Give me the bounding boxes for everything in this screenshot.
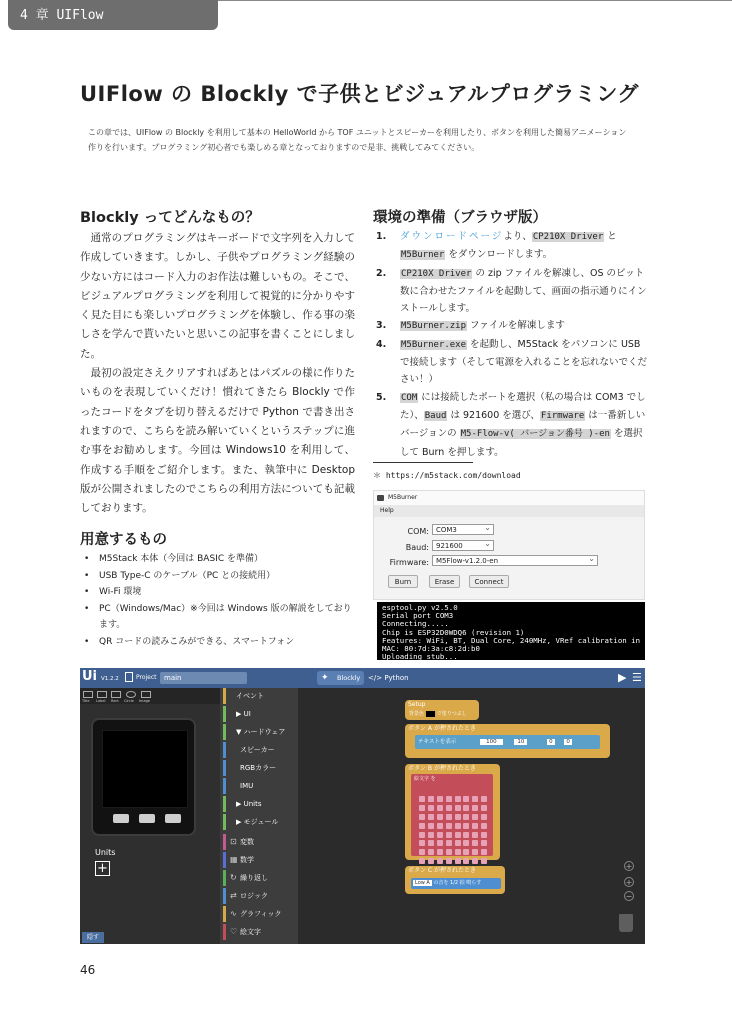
console-line: Chip is ESP32D0WDQ6 (revision 1) bbox=[382, 627, 525, 637]
emoji-dot[interactable] bbox=[455, 832, 461, 838]
emoji-dot[interactable] bbox=[455, 823, 461, 829]
emoji-dot[interactable] bbox=[455, 858, 461, 864]
block-label: ボタン C が押されたとき bbox=[408, 867, 477, 874]
add-unit-button[interactable]: + bbox=[95, 861, 110, 876]
menu-icon[interactable]: ☰ bbox=[632, 671, 642, 684]
show-text-block[interactable] bbox=[415, 735, 600, 749]
logic-icon: ⇄ bbox=[230, 891, 237, 900]
color-swatch[interactable] bbox=[426, 711, 436, 717]
paragraph: 最初の設定さえクリアすればあとはパズルの様に作りたいものを表現していくだけ！慣れてきたら Blockly で作ったコードをタブを切り替えるだけで Python で書き出されますので、こちらを読み解いていくというステップに進む事をお勧めします。今回は Windows10 を利用して、作成する手順をご紹介します。また、執筆中に Desktop 版が公開されましたのでこちらの利用方法についても記載しております。 bbox=[80, 367, 355, 515]
emoji-dot[interactable] bbox=[481, 796, 487, 802]
chapter-tab: 4 章 UIFlow bbox=[8, 0, 218, 30]
step-text: ファイルを解凍します bbox=[467, 320, 565, 332]
section-heading-blockly: Blockly ってどんなもの？ bbox=[80, 210, 260, 226]
step-number: 5. bbox=[376, 391, 387, 403]
block-label: Setup bbox=[408, 701, 426, 708]
emoji-dot[interactable] bbox=[481, 805, 487, 811]
label-tool-icon[interactable] bbox=[97, 691, 107, 698]
palette-label: 絵文字 bbox=[240, 928, 261, 936]
setup-steps bbox=[373, 228, 648, 461]
step-text: は 921600 を選び、 bbox=[447, 409, 540, 421]
emoji-dot[interactable] bbox=[437, 832, 443, 838]
tool-label: Label bbox=[96, 699, 106, 703]
emoji-dot[interactable] bbox=[428, 823, 434, 829]
emoji-dot[interactable] bbox=[428, 840, 434, 846]
emoji-dot[interactable] bbox=[472, 823, 478, 829]
step-item bbox=[373, 265, 648, 318]
emoji-block[interactable] bbox=[411, 774, 493, 856]
emoji-dot[interactable] bbox=[437, 823, 443, 829]
emoji-dot-grid[interactable] bbox=[419, 796, 489, 866]
emoji-dot[interactable] bbox=[419, 796, 425, 802]
block-label: 背景色 bbox=[409, 711, 425, 717]
palette-label: 数学 bbox=[240, 856, 254, 864]
emoji-dot[interactable] bbox=[463, 858, 469, 864]
block-label: ボタン A が押されたとき bbox=[408, 725, 476, 732]
console-output bbox=[377, 602, 667, 662]
project-file-icon bbox=[125, 672, 133, 682]
palette-item-imu[interactable]: IMU bbox=[223, 778, 297, 794]
list-item: • USB Type-C のケーブル（PC との接続用） bbox=[80, 568, 360, 585]
emoji-dot[interactable] bbox=[481, 840, 487, 846]
uiflow-screenshot bbox=[80, 668, 645, 944]
m5burner-titlebar: M5Burner bbox=[374, 491, 644, 505]
footnote: ＊ https://m5stack.com/download bbox=[373, 471, 521, 480]
emoji-dot[interactable] bbox=[446, 805, 452, 811]
emoji-dot[interactable] bbox=[446, 823, 452, 829]
emoji-dot[interactable] bbox=[481, 849, 487, 855]
block-label: の音を 1/2 拍 鳴らす bbox=[433, 880, 482, 886]
emoji-dot[interactable] bbox=[419, 858, 425, 864]
value-field[interactable]: 10 bbox=[514, 739, 527, 745]
console-line: Serial port COM3 bbox=[382, 611, 454, 621]
units-label: Units bbox=[95, 848, 116, 857]
emoji-dot[interactable] bbox=[428, 849, 434, 855]
emoji-dot[interactable] bbox=[481, 823, 487, 829]
step-text: をダウンロードします。 bbox=[445, 249, 553, 261]
emoji-dot[interactable] bbox=[446, 858, 452, 864]
emoji-dot[interactable] bbox=[463, 823, 469, 829]
code-term: Firmware bbox=[540, 410, 585, 421]
emoji-dot[interactable] bbox=[481, 832, 487, 838]
palette-item-event[interactable]: イベント bbox=[223, 688, 297, 704]
emoji-dot[interactable] bbox=[446, 849, 452, 855]
palette-item-math[interactable] bbox=[223, 852, 297, 868]
console-line: Connecting..... bbox=[382, 619, 449, 629]
emoji-dot[interactable] bbox=[455, 805, 461, 811]
code-term: M5Burner.exe bbox=[401, 339, 467, 350]
emoji-dot[interactable] bbox=[437, 805, 443, 811]
com-select[interactable]: COM3 ⌄ bbox=[432, 524, 494, 535]
image-tool-icon[interactable] bbox=[141, 691, 151, 698]
emoji-dot[interactable] bbox=[472, 858, 478, 864]
button-c-event-block[interactable] bbox=[405, 866, 505, 894]
step-number: 1. bbox=[376, 231, 387, 242]
emoji-dot[interactable] bbox=[437, 849, 443, 855]
burn-button[interactable]: Burn bbox=[388, 575, 418, 588]
emoji-dot[interactable] bbox=[472, 796, 478, 802]
palette-label: ロジック bbox=[240, 892, 268, 900]
step-text: より、 bbox=[503, 231, 532, 242]
step-text: には接続したポートを選択（私の場合は COM3 でした）、 bbox=[400, 391, 646, 421]
step-number: 2. bbox=[376, 267, 387, 279]
device-button-c bbox=[165, 814, 181, 823]
emoji-dot[interactable] bbox=[463, 832, 469, 838]
block-label: テキストを表示 bbox=[418, 739, 457, 745]
list-item: • Wi-Fi 環境 bbox=[80, 584, 360, 601]
run-icon[interactable]: ▶ bbox=[618, 671, 627, 684]
emoji-dot[interactable] bbox=[446, 796, 452, 802]
emoji-dot[interactable] bbox=[472, 814, 478, 820]
code-term: CP210X Driver bbox=[532, 232, 604, 242]
step-item bbox=[373, 317, 648, 335]
rect-tool-icon[interactable] bbox=[111, 691, 121, 698]
blockly-workspace[interactable] bbox=[298, 688, 645, 944]
connect-button[interactable]: Connect bbox=[469, 575, 509, 588]
play-tone-block[interactable] bbox=[411, 878, 501, 889]
section-heading-needs: 用意するもの bbox=[80, 532, 167, 548]
puzzle-icon: ✦ bbox=[321, 673, 329, 683]
uiflow-logo: Ui bbox=[82, 669, 98, 684]
tool-label: Image bbox=[139, 699, 150, 703]
m5stack-device-preview bbox=[91, 718, 196, 836]
palette-item-hardware[interactable]: ▼ ハードウェア bbox=[223, 724, 297, 740]
palette-item-emoji[interactable] bbox=[223, 924, 297, 940]
list-item: • QR コードの読みこみができる、スマートフォン bbox=[80, 634, 360, 651]
step-item bbox=[373, 389, 648, 461]
emoji-dot[interactable] bbox=[481, 858, 487, 864]
emoji-dot[interactable] bbox=[463, 849, 469, 855]
step-text: と bbox=[604, 231, 617, 242]
palette-item-rgb[interactable]: RGBカラー bbox=[223, 760, 297, 776]
value-field[interactable]: 0 bbox=[566, 739, 570, 745]
device-button-a bbox=[113, 814, 129, 823]
emoji-dot[interactable] bbox=[437, 858, 443, 864]
zoom-out-icon[interactable]: − bbox=[625, 892, 633, 901]
emoji-dot[interactable] bbox=[446, 814, 452, 820]
section-heading-setup: 環境の準備（ブラウザ版） bbox=[373, 210, 547, 226]
emoji-dot[interactable] bbox=[446, 832, 452, 838]
emoji-dot[interactable] bbox=[437, 840, 443, 846]
emoji-dot[interactable] bbox=[437, 796, 443, 802]
setup-block[interactable] bbox=[405, 700, 479, 720]
code-term: COM bbox=[401, 392, 418, 403]
intro-line: この章では、UIFlow の Blockly を利用して基本の HelloWorld から TOF ユニットとスピーカーを利用したり、ボタンを利用した簡易アニメーション bbox=[88, 128, 627, 137]
code-term: M5Burner bbox=[401, 250, 445, 261]
emoji-dot[interactable] bbox=[419, 832, 425, 838]
console-line: MAC: 80:7d:3a:c8:2d:b0 bbox=[382, 644, 480, 654]
palette-item-speaker[interactable]: スピーカー bbox=[223, 742, 297, 758]
block-palette bbox=[220, 688, 298, 944]
console-line: esptool.py v2.5.0 bbox=[382, 603, 458, 612]
tool-label: Circle bbox=[124, 699, 134, 703]
emoji-dot[interactable] bbox=[419, 840, 425, 846]
step-item bbox=[373, 336, 648, 389]
erase-button[interactable]: Erase bbox=[429, 575, 460, 588]
trash-icon[interactable] bbox=[619, 914, 633, 932]
emoji-dot[interactable] bbox=[463, 814, 469, 820]
code-term: M5-Flow-v( バージョン番号 )-en bbox=[460, 429, 610, 440]
palette-item-ui[interactable]: ▶ UI bbox=[223, 706, 297, 722]
tool-label: Title bbox=[82, 699, 90, 703]
emoji-dot[interactable] bbox=[428, 814, 434, 820]
emoji-dot[interactable] bbox=[428, 858, 434, 864]
baud-label: Baud: bbox=[405, 543, 429, 552]
uiflow-version: V1.2.2 bbox=[101, 676, 119, 682]
emoji-dot[interactable] bbox=[463, 805, 469, 811]
emoji-dot[interactable] bbox=[428, 805, 434, 811]
emoji-icon: ♡ bbox=[230, 927, 238, 936]
circle-tool-icon[interactable] bbox=[126, 691, 136, 698]
graphic-icon: ∿ bbox=[230, 909, 237, 918]
footnote-rule bbox=[373, 462, 473, 463]
button-b-event-block[interactable] bbox=[405, 764, 500, 860]
value-field[interactable]: 100 bbox=[480, 739, 503, 745]
variable-icon: ⊡ bbox=[230, 837, 237, 846]
console-line: Uploading stub... bbox=[382, 652, 458, 662]
palette-label: グラフィック bbox=[240, 910, 282, 918]
list-item: • M5Stack 本体（今回は BASIC を準備） bbox=[80, 551, 360, 568]
tab-blockly[interactable]: Blockly bbox=[317, 671, 364, 685]
palette-item-graphic[interactable] bbox=[223, 906, 297, 922]
emoji-dot[interactable] bbox=[472, 849, 478, 855]
needs-list bbox=[80, 551, 360, 650]
page-title: UIFlow の Blockly で子供とビジュアルプログラミング bbox=[80, 82, 639, 106]
bg-color-block[interactable] bbox=[409, 710, 467, 717]
block-label: で塗りつぶし bbox=[436, 711, 467, 717]
intro-text bbox=[88, 125, 648, 155]
palette-label: 繰り返し bbox=[240, 874, 268, 882]
m5burner-app-icon bbox=[377, 495, 384, 501]
com-label: COM: bbox=[407, 527, 429, 536]
palette-item-module[interactable]: ▶ モジュール bbox=[223, 814, 297, 830]
hide-button[interactable]: 隠す bbox=[82, 932, 104, 943]
emoji-dot[interactable] bbox=[463, 840, 469, 846]
device-button-b bbox=[139, 814, 155, 823]
value-field[interactable]: 0 bbox=[549, 739, 553, 745]
step-text: を起動し、M5Stack をパソコンに USB で接続します（そして電源を入れることを忘れないでください！） bbox=[400, 338, 648, 386]
device-screen[interactable] bbox=[102, 730, 188, 808]
step-text: は一番新しいバージョンの bbox=[400, 409, 646, 440]
palette-item-variables[interactable] bbox=[223, 834, 297, 850]
blockly-description bbox=[80, 229, 355, 518]
step-text: を選択して Burn を押します。 bbox=[400, 428, 643, 458]
palette-item-logic[interactable] bbox=[223, 888, 297, 904]
console-line: Features: WiFi, BT, Dual Core, 240MHz, VRef calibration in efuse bbox=[382, 635, 667, 645]
step-number: 4. bbox=[376, 338, 387, 350]
loop-icon: ↻ bbox=[230, 873, 237, 882]
emoji-dot[interactable] bbox=[437, 814, 443, 820]
emoji-dot[interactable] bbox=[472, 805, 478, 811]
m5burner-menu-help[interactable]: Help bbox=[374, 505, 644, 517]
code-term: CP210X Driver bbox=[401, 268, 472, 279]
emoji-dot[interactable] bbox=[455, 849, 461, 855]
page-number: 46 bbox=[80, 963, 96, 977]
emoji-dot[interactable] bbox=[463, 796, 469, 802]
emoji-dot[interactable] bbox=[455, 796, 461, 802]
emoji-dot[interactable] bbox=[472, 832, 478, 838]
block-label: 絵文字 を bbox=[414, 776, 436, 782]
intro-line: 作りを行います。プログラミング初心者でも楽しめる章となっておりますので是非、挑戦してみてください。 bbox=[88, 143, 480, 152]
project-name-input[interactable]: main bbox=[160, 672, 247, 684]
ui-component-toolbar bbox=[80, 688, 220, 704]
emoji-dot[interactable] bbox=[419, 849, 425, 855]
tool-label: Rect bbox=[111, 699, 119, 703]
download-page-link[interactable]: ダウンロードページ bbox=[400, 231, 504, 242]
firmware-select[interactable]: M5Flow-v1.2.0-en ⌄ bbox=[432, 555, 598, 566]
title-tool-icon[interactable] bbox=[83, 691, 93, 698]
header-rule bbox=[218, 0, 732, 1]
math-icon: ▦ bbox=[230, 855, 238, 864]
zoom-in-icon[interactable]: + bbox=[625, 878, 633, 887]
step-item bbox=[373, 228, 648, 265]
code-term: Baud bbox=[424, 410, 447, 421]
palette-label: 変数 bbox=[240, 838, 254, 846]
project-label[interactable]: Project bbox=[136, 674, 157, 681]
emoji-dot[interactable] bbox=[428, 832, 434, 838]
palette-item-units[interactable]: ▶ Units bbox=[223, 796, 297, 812]
emoji-dot[interactable] bbox=[419, 823, 425, 829]
emoji-dot[interactable] bbox=[481, 814, 487, 820]
zoom-reset-icon[interactable]: + bbox=[625, 862, 633, 871]
m5burner-window bbox=[373, 490, 645, 600]
paragraph: 通常のプログラミングはキーボードで文字列を入力して作成していきます。しかし、子供やプログラミング経験の少ない方にはコード入力のお作法は難しいもの。そこで、ビジュアルプログラミングを利用して視覚的に分かりやすく見た目にも楽しいプログラミングを体験し、作る事の楽しさを学んで貰いたいと思いこの記事を書くことにしました。 bbox=[80, 232, 355, 360]
emoji-dot[interactable] bbox=[428, 796, 434, 802]
button-a-event-block[interactable] bbox=[405, 724, 610, 758]
note-field[interactable]: Low A bbox=[415, 880, 430, 886]
baud-select[interactable]: 921600 ⌄ bbox=[432, 540, 494, 551]
emoji-dot[interactable] bbox=[446, 840, 452, 846]
emoji-dot[interactable] bbox=[419, 805, 425, 811]
emoji-dot[interactable] bbox=[455, 840, 461, 846]
step-number: 3. bbox=[376, 320, 387, 332]
emoji-dot[interactable] bbox=[455, 814, 461, 820]
tab-python[interactable]: </> Python bbox=[368, 674, 409, 682]
code-term: M5Burner.zip bbox=[401, 321, 467, 332]
emoji-dot[interactable] bbox=[419, 814, 425, 820]
palette-item-loops[interactable] bbox=[223, 870, 297, 886]
firmware-label: Firmware: bbox=[389, 558, 429, 567]
list-item: • PC（Windows/Mac）※今回は Windows 版の解説をしております。 bbox=[80, 601, 360, 634]
block-label: ボタン B が押されたとき bbox=[408, 765, 476, 772]
step-text: の zip ファイルを解凍し、OS のビット数に合わせたファイルを起動して、画面の指示通りにインストールします。 bbox=[400, 267, 647, 315]
emoji-dot[interactable] bbox=[472, 840, 478, 846]
